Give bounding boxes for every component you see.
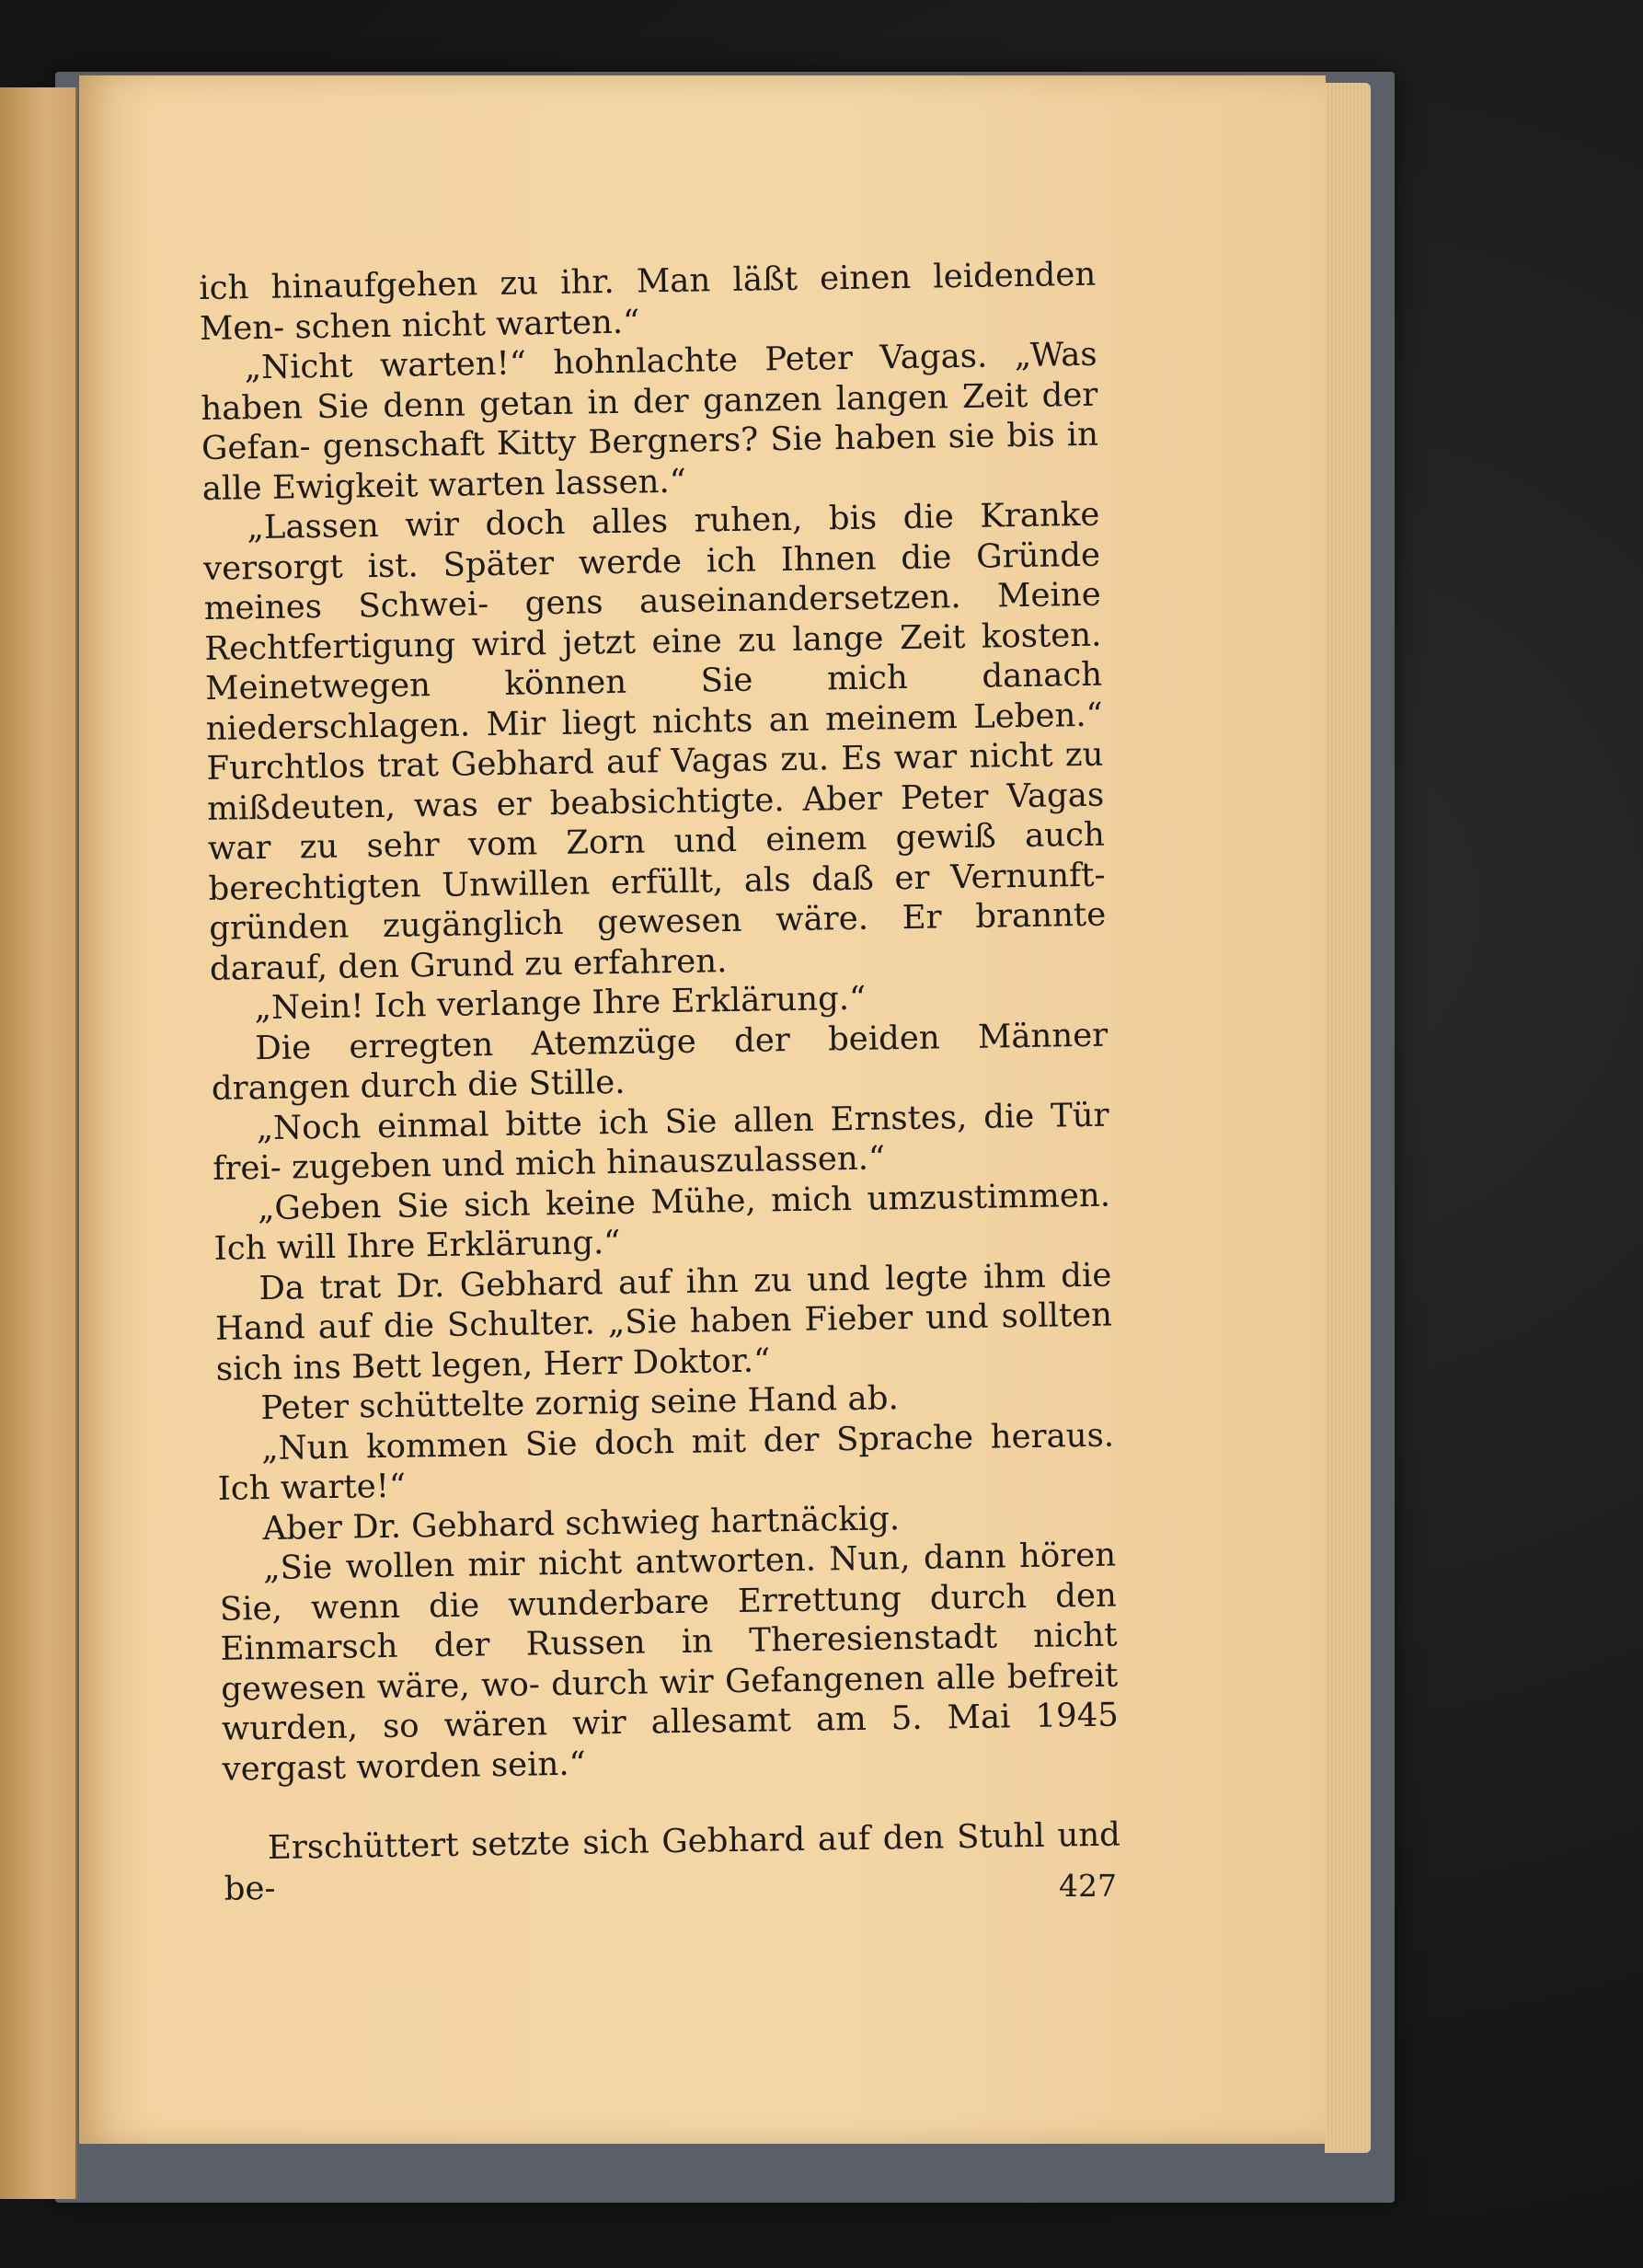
paragraph: „Nun kommen Sie doch mit der Sprache heraus. Ich warte!“	[217, 1416, 1115, 1508]
paragraph: „Nein! Ich verlange Ihre Erklärung.“	[254, 979, 867, 1028]
paragraph: „Geben Sie sich keine Mühe, mich umzustimmen. Ich will Ihre Erklärung.“	[213, 1176, 1111, 1268]
body-text	[199, 255, 1121, 1909]
left-page-edge	[0, 87, 77, 2199]
paragraph: Erschüttert setzte sich Gebhard auf den Stuhl und be-	[224, 1815, 1121, 1908]
paragraph: Die erregten Atemzüge der beiden Männer drangen durch die Stille.	[211, 1016, 1109, 1108]
paragraph: Da trat Dr. Gebhard auf ihn zu und legte ihm die Hand auf die Schulter. „Sie haben Fieber und sollten sich ins Bett legen, Herr Doktor.“	[214, 1256, 1113, 1388]
paragraph: Peter schüttelte zornig seine Hand ab.	[260, 1379, 899, 1428]
paragraph: Aber Dr. Gebhard schwieg hartnäckig.	[262, 1499, 901, 1548]
paragraph: „Lassen wir doch alles ruhen, bis die Kranke versorgt ist. Später werde ich Ihnen die Gründe meines Schwei- gens auseinandersetzen. Meine Rechtfertigung wird jetzt eine zu lange Zeit kosten. Meinetwegen können Sie mich danach niederschlagen. Mir liegt nichts an meinem Leben.“ Furchtlos trat Gebhard auf Vagas zu. Es war nicht zu mißdeuten, was er beabsichtigte. Aber Peter Vagas war zu sehr vom Zorn und einem gewiß auch berechtigten Unwillen erfüllt, als daß er Vernunft- gründen zugänglich gewesen wäre. Er brannte darauf, den Grund zu erfahren.	[202, 495, 1107, 988]
page-number: 427	[1059, 1868, 1117, 1904]
paragraph: „Noch einmal bitte ich Sie allen Ernstes, die Tür frei- zugeben und mich hinauszulassen.“	[213, 1096, 1109, 1188]
paragraph: „Nicht warten!“ hohnlachte Peter Vagas. „Was haben Sie denn getan in der ganzen langen Zeit der Gefan- genschaft Kitty Bergners? Sie haben sie bis in alle Ewigkeit warten lassen.“	[201, 335, 1099, 508]
paragraph: „Sie wollen mir nicht antworten. Nun, dann hören Sie, wenn die wunderbare Errettung durch den Einmarsch der Russen in Theresienstadt nicht gewesen wäre, wo- durch wir Gefangenen alle befreit wurden, so wären wir allesamt am 5. Mai 1945 vergast worden sein.“	[219, 1536, 1120, 1789]
page-stack-edge	[1325, 83, 1371, 2153]
paragraph: ich hinaufgehen zu ihr. Man läßt einen leidenden Men- schen nicht warten.“	[199, 255, 1097, 348]
book-page	[79, 75, 1326, 2144]
